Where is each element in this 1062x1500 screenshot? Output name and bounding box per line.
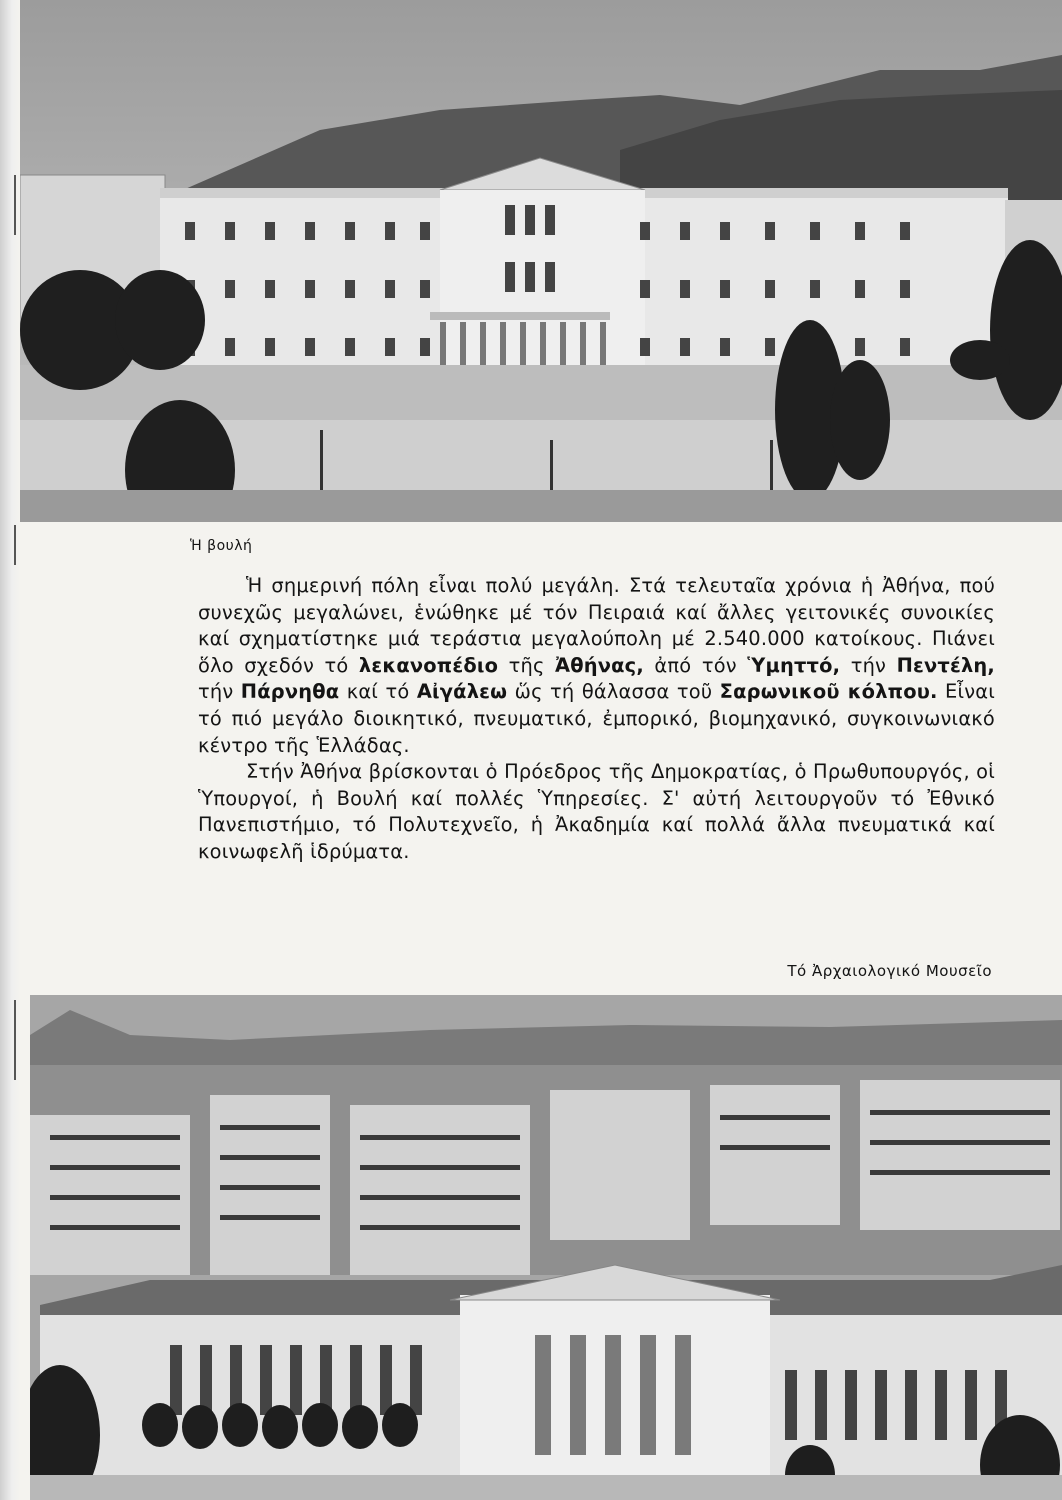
museum-caption: Τό Ἀρχαιολογικό Μουσεῖο <box>787 962 992 980</box>
paragraph-2: Στήν Ἀθήνα βρίσκονται ὁ Πρόεδρος τῆς Δημοκρατίας, ὁ Πρωθυπουργός, οἱ Ὑπουργοί, ἡ Βουλή καί πολλές Ὑπηρεσίες. Σ' αὐτή λειτουργοῦν τό Ἐθνικό Πανεπιστήμιο, τό Πολυτεχνεῖο, ἡ Ἀκαδημία καί πολλά ἄλλα πνευματικά καί κοινωφελῆ ἱδρύματα. <box>198 760 995 863</box>
parliament-caption: Ἡ βουλή <box>190 538 253 554</box>
page-binding-edge <box>0 0 20 1500</box>
parliament-photo <box>20 0 1062 522</box>
main-text <box>198 573 995 866</box>
museum-photo <box>30 995 1062 1500</box>
paragraph-1: Ἡ σημερινή πόλη εἶναι πολύ μεγάλη. Στά τελευταῖα χρόνια ἡ Ἀθήνα, πού συνεχῶς μεγαλώνει, ἑνώθηκε μέ τόν Πειραιά καί ἄλλες γειτονικές συνοικίες καί σχηματίστηκε μιά τεράστια μεγαλούπολη μέ 2.540.000 κατοίκους. Πιάνει ὅλο σχεδόν τό λεκανοπέδιο τῆς Ἀθήνας, ἀπό τόν Ὑμηττό, τήν Πεντέλη, τήν Πάρνηθα καί τό Αἰγάλεω ὥς τή θάλασσα τοῦ Σαρωνικοῦ κόλπου. Εἶναι τό πιό μεγάλο διοικητικό, πνευματικό, ἐμπορικό, βιομηχανικό, συγκοινωνιακό κέντρο τῆς Ἑλλάδας. <box>198 574 996 757</box>
